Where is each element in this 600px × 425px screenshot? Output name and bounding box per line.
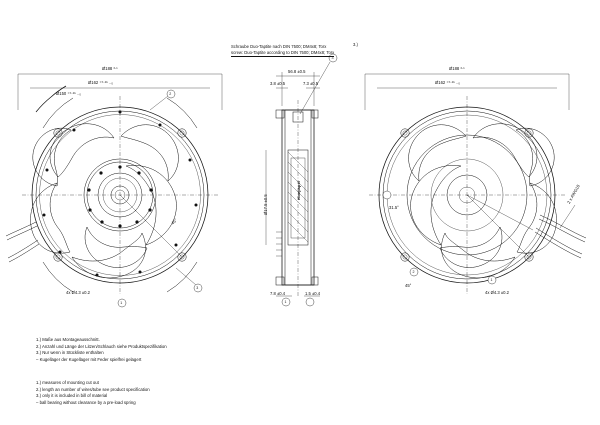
center-hub-depth-dim: 7.3 ±0.5: [303, 81, 319, 86]
right-outer-diameter-dim: Ø188 ³·¹: [449, 66, 465, 71]
balloon-right-2: 1: [490, 278, 493, 282]
balloon-right-1: 2: [412, 270, 415, 274]
screw-note-en: screw: Duo-Taptite according to DIN 7500; DM4x8; Torx: [231, 50, 334, 57]
screw-callout-number: 3.): [353, 42, 358, 47]
note-de-4: – Kugellager der Kugellager mit Feder spielfrei gelagert: [36, 356, 142, 362]
note-en-1: 1.) measures of mounting cut out: [36, 380, 99, 385]
right-angle-b-dim: 31.5°: [389, 205, 399, 210]
balloon-left-1: 1: [120, 301, 123, 305]
right-hole-dia-dim: 45°: [405, 283, 412, 288]
note-en-2: 2.) length an number of wires/tube see product specification: [36, 386, 150, 392]
right-cable-note: 2 x AWG18: [566, 183, 581, 205]
right-hole-pattern-dim: 4x Ø4.3 ±0.2: [485, 290, 509, 295]
center-overall-depth-dim: 56.8 ±0.5: [288, 69, 306, 74]
left-bolt-circle-dim: Ø162 ⁺⁰·²⁵ ₋₀: [88, 80, 113, 85]
notes-english: [36, 380, 150, 407]
balloon-left-3: 3: [196, 286, 199, 290]
center-lead-length-dim: 7.8 ±0.4: [270, 291, 286, 296]
left-outer-diameter-dim: Ø188 ³·¹: [102, 66, 118, 71]
left-hole-pattern-dim: 4x Ø4.3 ±0.2: [66, 290, 90, 295]
note-en-3: 3.) only it is included in bill of material: [36, 393, 108, 399]
brand-label: ebmpapst: [296, 181, 301, 200]
note-de-1: 1.) Maße aus Montageausschnitt.: [36, 337, 100, 342]
note-de-2: 2.) Anzahl und Länge der Litzen/Schlauch siehe Produktspezifikation: [36, 343, 167, 349]
left-angle-dim: 45°: [170, 217, 179, 226]
note-de-3: 3.) Nur wenn in Stückliste enthalten: [36, 350, 104, 356]
right-bolt-circle-dim: Ø162 ⁺⁰·²⁵ ₋₀: [435, 80, 460, 85]
center-lead-offset-dim: 1.5 ±0.4: [305, 291, 321, 296]
left-blade-circle-dim: Ø150 ⁺⁰·²⁵ ₋₀: [56, 91, 81, 96]
notes-german: [36, 337, 167, 364]
rear-view-geometry: [365, 74, 586, 294]
note-en-4: – ball bearing without clearance by a pre-load spring: [36, 399, 136, 405]
balloon-center-1: 3: [331, 56, 334, 60]
center-flange-depth-dim: 3.8 ±0.5: [270, 81, 286, 86]
front-view-geometry: [6, 74, 222, 307]
screw-note-de: Schraube Duo-Taptite nach DIN 7500; DM4x8; Torx: [231, 44, 327, 49]
balloon-center-2: 1: [284, 300, 287, 304]
balloon-left-2: 2: [169, 92, 172, 96]
center-hub-height-dim: Ø17.5 ±0.5: [263, 194, 268, 215]
side-section-geometry: [266, 54, 337, 306]
